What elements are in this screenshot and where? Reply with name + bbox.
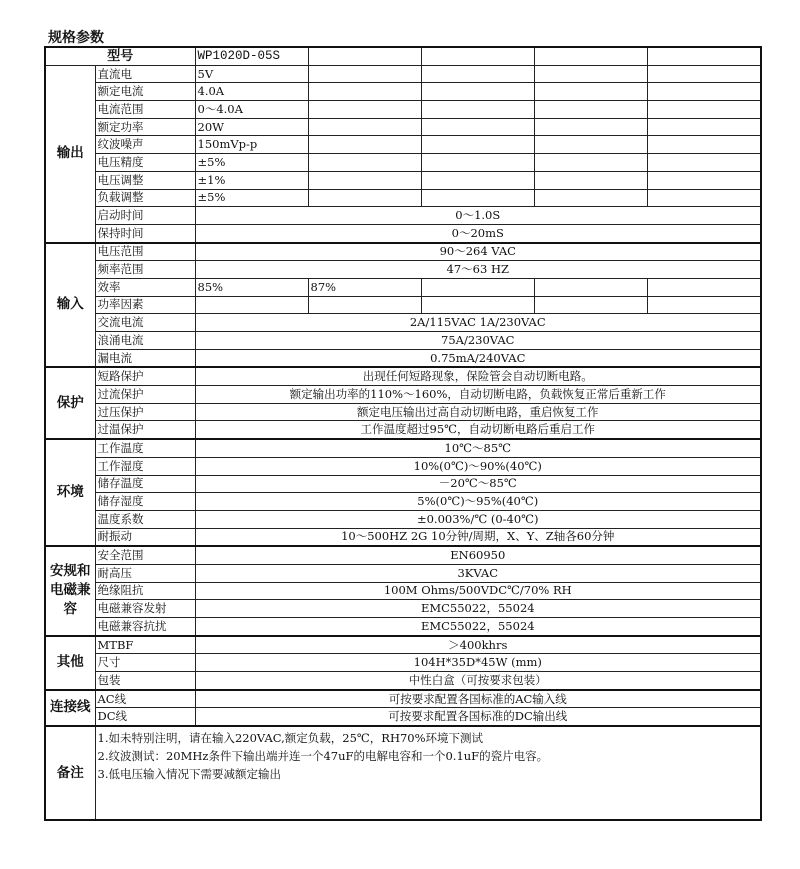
table-row <box>45 690 761 708</box>
table-row <box>45 189 761 207</box>
param-value: 可按要求配置各国标准的AC输入线 <box>195 690 761 708</box>
param-value <box>534 65 647 83</box>
param-label: 储存湿度 <box>95 493 195 511</box>
notes-content <box>95 726 761 820</box>
param-value <box>647 189 761 207</box>
param-label: 电压精度 <box>95 154 195 172</box>
param-value: EMC55022，55024 <box>195 618 761 636</box>
param-value: 10℃～85℃ <box>195 439 761 457</box>
table-row <box>45 154 761 172</box>
param-label: 安全范围 <box>95 546 195 564</box>
group-label: 保护 <box>45 367 95 439</box>
param-value <box>647 278 761 296</box>
param-value <box>421 171 534 189</box>
param-value <box>647 118 761 136</box>
param-label: 电磁兼容发射 <box>95 600 195 618</box>
param-value: 2A/115VAC 1A/230VAC <box>195 314 761 332</box>
param-label: 功率因素 <box>95 296 195 314</box>
param-value <box>534 189 647 207</box>
param-value <box>534 296 647 314</box>
model-name <box>308 47 421 65</box>
table-row <box>45 332 761 350</box>
param-label: 漏电流 <box>95 349 195 367</box>
param-value <box>421 278 534 296</box>
param-value <box>534 171 647 189</box>
param-value: 5%(0℃)～95%(40℃) <box>195 493 761 511</box>
param-label: 电压范围 <box>95 243 195 261</box>
param-value <box>647 101 761 119</box>
table-row <box>45 349 761 367</box>
table-row <box>45 65 761 83</box>
table-row <box>45 582 761 600</box>
table-row <box>45 207 761 225</box>
table-row <box>45 708 761 726</box>
param-value: 可按要求配置各国标准的DC输出线 <box>195 708 761 726</box>
group-label: 安规和电磁兼容 <box>45 546 95 635</box>
param-value: ＞400khrs <box>195 636 761 654</box>
param-value: 4.0A <box>195 83 308 101</box>
param-value <box>421 65 534 83</box>
param-label: 耐高压 <box>95 564 195 582</box>
param-value: －20℃～85℃ <box>195 475 761 493</box>
table-row <box>45 672 761 690</box>
group-label: 环境 <box>45 439 95 546</box>
group-label: 其他 <box>45 636 95 690</box>
table-row <box>45 654 761 672</box>
table-row <box>45 83 761 101</box>
param-label: 电流范围 <box>95 101 195 119</box>
param-value <box>308 101 421 119</box>
param-value: 额定电压输出过高自动切断电路，重启恢复工作 <box>195 403 761 421</box>
model-name: WP1020D-05S <box>195 47 308 65</box>
spec-table <box>44 46 762 821</box>
param-label: 绝缘阻抗 <box>95 582 195 600</box>
table-row <box>45 136 761 154</box>
param-label: 效率 <box>95 278 195 296</box>
table-row <box>45 636 761 654</box>
param-value <box>308 154 421 172</box>
table-row <box>45 243 761 261</box>
param-label: 负载调整 <box>95 189 195 207</box>
table-row <box>45 278 761 296</box>
table-row <box>45 528 761 546</box>
param-value: ±5% <box>195 154 308 172</box>
param-value: 工作温度超过95℃，自动切断电路后重启工作 <box>195 421 761 439</box>
table-row <box>45 475 761 493</box>
param-value: 100M Ohms/500VDC℃/70% RH <box>195 582 761 600</box>
param-label: 交流电流 <box>95 314 195 332</box>
param-value: 85% <box>195 278 308 296</box>
param-value <box>421 189 534 207</box>
param-value: 0～4.0A <box>195 101 308 119</box>
table-row <box>45 261 761 279</box>
note-line: 2.纹波测试：20MHz条件下输出端并连一个47uF的电解电容和一个0.1uF的瓷片电容。 <box>97 749 549 764</box>
param-label: 过压保护 <box>95 403 195 421</box>
param-value: ±0.003%/℃ (0-40℃) <box>195 510 761 528</box>
param-label: 短路保护 <box>95 367 195 385</box>
param-label: 过流保护 <box>95 386 195 404</box>
param-value <box>421 154 534 172</box>
param-value <box>421 101 534 119</box>
page-title: 规格参数 <box>48 30 104 46</box>
table-row <box>45 493 761 511</box>
note-line: 1.如未特别注明，请在输入220VAC,额定负载，25℃，RH70%环境下测试 <box>97 731 484 746</box>
table-row <box>45 314 761 332</box>
table-row <box>45 546 761 564</box>
param-value: 0.75mA/240VAC <box>195 349 761 367</box>
table-row <box>45 171 761 189</box>
param-label: 工作温度 <box>95 439 195 457</box>
param-value <box>308 65 421 83</box>
table-row <box>45 439 761 457</box>
model-header: 型号 <box>45 47 195 65</box>
param-value <box>308 136 421 154</box>
param-value: 150mVp-p <box>195 136 308 154</box>
param-value <box>534 101 647 119</box>
table-row <box>45 403 761 421</box>
param-label: MTBF <box>95 636 195 654</box>
param-value: 0～20mS <box>195 224 761 242</box>
note-line: 3.低电压输入情况下需要减额定输出 <box>97 767 281 782</box>
param-value: 5V <box>195 65 308 83</box>
param-value: 3KVAC <box>195 564 761 582</box>
param-value <box>195 296 308 314</box>
table-row <box>45 118 761 136</box>
param-value: ±5% <box>195 189 308 207</box>
notes-label: 备注 <box>45 726 95 820</box>
param-value <box>534 136 647 154</box>
param-label: 浪涌电流 <box>95 332 195 350</box>
param-value: 87% <box>308 278 421 296</box>
param-label: DC线 <box>95 708 195 726</box>
param-value: 额定输出功率的110%～160%，自动切断电路，负载恢复正常后重新工作 <box>195 386 761 404</box>
param-label: 过温保护 <box>95 421 195 439</box>
model-name <box>534 47 647 65</box>
param-label: 额定功率 <box>95 118 195 136</box>
param-value: 104H*35D*45W (mm) <box>195 654 761 672</box>
param-label: 电压调整 <box>95 171 195 189</box>
param-value: EN60950 <box>195 546 761 564</box>
param-value <box>421 83 534 101</box>
model-name <box>421 47 534 65</box>
group-label: 连接线 <box>45 690 95 726</box>
param-value <box>534 278 647 296</box>
param-value: 75A/230VAC <box>195 332 761 350</box>
param-value: ±1% <box>195 171 308 189</box>
param-value: 47～63 HZ <box>195 261 761 279</box>
param-label: 包装 <box>95 672 195 690</box>
param-value: 中性白盒（可按要求包装） <box>195 672 761 690</box>
table-row <box>45 101 761 119</box>
param-value <box>534 83 647 101</box>
param-value <box>308 118 421 136</box>
param-value: 90～264 VAC <box>195 243 761 261</box>
param-label: 耐振动 <box>95 528 195 546</box>
param-value: 10～500HZ 2G 10分钟/周期，X、Y、Z轴各60分钟 <box>195 528 761 546</box>
param-value <box>647 136 761 154</box>
param-label: 启动时间 <box>95 207 195 225</box>
param-value <box>421 296 534 314</box>
param-value <box>308 189 421 207</box>
group-label: 输出 <box>45 65 95 242</box>
table-row <box>45 618 761 636</box>
model-name <box>647 47 761 65</box>
param-value: 20W <box>195 118 308 136</box>
param-value <box>421 118 534 136</box>
param-value: 出现任何短路现象，保险管会自动切断电路。 <box>195 367 761 385</box>
table-row <box>45 296 761 314</box>
param-label: 温度系数 <box>95 510 195 528</box>
table-row <box>45 600 761 618</box>
param-value <box>421 136 534 154</box>
header-row <box>45 47 761 65</box>
param-value <box>647 65 761 83</box>
param-label: 工作湿度 <box>95 457 195 475</box>
table-row <box>45 224 761 242</box>
param-value <box>308 296 421 314</box>
param-value: EMC55022，55024 <box>195 600 761 618</box>
param-value <box>647 83 761 101</box>
table-row <box>45 421 761 439</box>
param-value <box>647 296 761 314</box>
param-value <box>534 118 647 136</box>
group-label: 输入 <box>45 243 95 368</box>
param-label: 额定电流 <box>95 83 195 101</box>
param-value <box>647 171 761 189</box>
param-value <box>647 154 761 172</box>
param-label: 储存温度 <box>95 475 195 493</box>
param-label: 电磁兼容抗扰 <box>95 618 195 636</box>
param-value <box>308 171 421 189</box>
table-row <box>45 386 761 404</box>
param-label: 保持时间 <box>95 224 195 242</box>
param-value <box>534 154 647 172</box>
param-value: 0～1.0S <box>195 207 761 225</box>
table-row <box>45 367 761 385</box>
param-label: AC线 <box>95 690 195 708</box>
table-row <box>45 457 761 475</box>
param-label: 频率范围 <box>95 261 195 279</box>
table-row <box>45 564 761 582</box>
param-label: 纹波噪声 <box>95 136 195 154</box>
param-value <box>308 83 421 101</box>
table-row <box>45 510 761 528</box>
notes-row <box>45 726 761 820</box>
param-value: 10%(0℃)～90%(40℃) <box>195 457 761 475</box>
param-label: 直流电 <box>95 65 195 83</box>
param-label: 尺寸 <box>95 654 195 672</box>
